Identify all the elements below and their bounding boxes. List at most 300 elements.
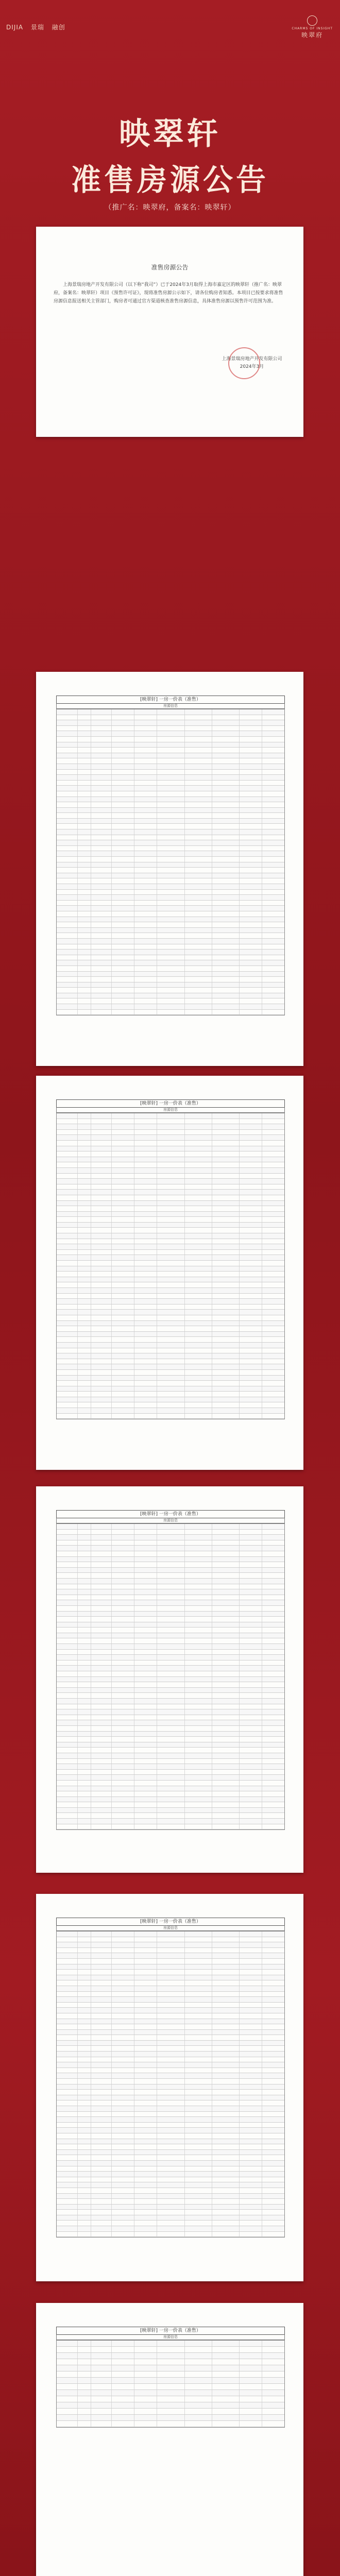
table-cell-divider: [77, 1184, 78, 1190]
table-row: [57, 2057, 284, 2063]
sign-company: 上海景瑞房地产开发有限公司: [222, 357, 282, 362]
table-cell-divider: [111, 972, 112, 977]
table-cell-divider: [77, 2084, 78, 2090]
table-cell-divider: [239, 1753, 240, 1758]
table-cell-divider: [239, 1524, 240, 1529]
table-cell-divider: [111, 862, 112, 868]
table-cell-divider: [77, 2144, 78, 2149]
table-cell-divider: [184, 2128, 185, 2133]
table-row: [57, 1568, 284, 1573]
table-row: [57, 2182, 284, 2188]
table-cell-divider: [77, 857, 78, 862]
table-cell-divider: [239, 993, 240, 998]
table-cell-divider: [184, 2155, 185, 2160]
table-row: [57, 2384, 284, 2390]
table-cell-divider: [184, 775, 185, 780]
table-cell-divider: [184, 2172, 185, 2177]
page-title-line2: 准售房源公告: [71, 162, 269, 197]
table-cell-divider: [239, 840, 240, 845]
table-cell-divider: [184, 1557, 185, 1562]
table-row: [57, 2008, 284, 2013]
table-cell-divider: [111, 1633, 112, 1638]
table-cell-divider: [111, 2068, 112, 2073]
table-cell-divider: [239, 2019, 240, 2024]
table-cell-divider: [77, 972, 78, 977]
table-cell-divider: [77, 1239, 78, 1244]
table-row: [57, 1644, 284, 1650]
table-row: [57, 2024, 284, 2030]
table-cell-divider: [77, 1742, 78, 1748]
table-cell-divider: [111, 742, 112, 748]
table-cell-divider: [184, 1699, 185, 1704]
table-cell-divider: [184, 1381, 185, 1386]
table-row: [57, 753, 284, 759]
table-cell-divider: [239, 819, 240, 824]
table-cell-divider: [77, 1190, 78, 1195]
price-table-grid: [56, 1931, 285, 2238]
table-cell-divider: [77, 786, 78, 791]
table-cell-divider: [184, 1299, 185, 1304]
table-cell-divider: [184, 1250, 185, 1255]
table-cell-divider: [77, 1600, 78, 1605]
table-cell-divider: [184, 1704, 185, 1709]
table-cell-divider: [184, 1737, 185, 1742]
table-row: [57, 1786, 284, 1792]
table-cell-divider: [239, 1742, 240, 1748]
table-cell-divider: [111, 2177, 112, 2182]
table-cell-divider: [77, 2013, 78, 2019]
table-row: [57, 709, 284, 715]
table-cell-divider: [111, 1660, 112, 1666]
table-cell-divider: [111, 2030, 112, 2035]
table-cell-divider: [77, 1310, 78, 1315]
table-cell-divider: [239, 1770, 240, 1775]
table-cell-divider: [111, 1775, 112, 1780]
table-cell-divider: [184, 2024, 185, 2029]
table-cell-divider: [184, 851, 185, 856]
table-cell-divider: [111, 1217, 112, 1222]
table-row: [57, 1753, 284, 1759]
table-title: [映翠轩] 一房一价表（准售）: [56, 1099, 285, 1108]
table-row: [57, 1168, 284, 1174]
table-cell-divider: [184, 1808, 185, 1813]
table-cell-divider: [111, 1715, 112, 1720]
table-row: [57, 797, 284, 803]
table-cell-divider: [184, 753, 185, 758]
table-cell-divider: [77, 868, 78, 873]
table-cell-divider: [239, 1666, 240, 1671]
table-cell-divider: [111, 1600, 112, 1605]
table-cell-divider: [77, 1655, 78, 1660]
table-cell-divider: [184, 1386, 185, 1392]
table-cell-divider: [239, 878, 240, 884]
table-cell-divider: [184, 2030, 185, 2035]
table-cell-divider: [184, 1304, 185, 1310]
table-cell-divider: [239, 1239, 240, 1244]
table-cell-divider: [77, 2057, 78, 2062]
table-cell-divider: [77, 2371, 78, 2377]
table-cell-divider: [184, 1764, 185, 1769]
table-cell-divider: [111, 2215, 112, 2221]
table-cell-divider: [184, 2365, 185, 2371]
table-cell-divider: [77, 1633, 78, 1638]
table-cell-divider: [239, 1726, 240, 1731]
table-cell-divider: [239, 748, 240, 753]
table-cell-divider: [184, 2035, 185, 2040]
table-cell-divider: [77, 2062, 78, 2067]
table-cell-divider: [111, 1233, 112, 1239]
table-row: [57, 1997, 284, 2003]
table-cell-divider: [77, 1206, 78, 1211]
table-cell-divider: [239, 1217, 240, 1222]
table-row: [57, 2150, 284, 2156]
table-cell-divider: [77, 1195, 78, 1200]
table-row: [57, 2215, 284, 2221]
table-cell-divider: [77, 1959, 78, 1964]
table-cell-divider: [239, 1709, 240, 1715]
table-cell-divider: [184, 944, 185, 950]
table-row: [57, 1223, 284, 1228]
table-cell-divider: [239, 1737, 240, 1742]
table-cell-divider: [111, 1141, 112, 1146]
table-cell-divider: [77, 884, 78, 889]
table-cell-divider: [239, 835, 240, 840]
table-cell-divider: [111, 1135, 112, 1140]
table-cell-divider: [77, 1622, 78, 1628]
table-row: [57, 731, 284, 737]
project-logo-cn: 映翠府: [301, 31, 324, 39]
table-cell-divider: [184, 1184, 185, 1190]
table-cell-divider: [184, 2347, 185, 2352]
table-row: [57, 1666, 284, 1671]
table-cell-divider: [111, 1628, 112, 1633]
table-row: [57, 1819, 284, 1824]
table-cell-divider: [77, 911, 78, 917]
table-cell-divider: [184, 2409, 185, 2414]
table-cell-divider: [111, 1759, 112, 1764]
table-row: [57, 1813, 284, 1819]
table-cell-divider: [239, 2390, 240, 2396]
table-cell-divider: [239, 1759, 240, 1764]
table-cell-divider: [184, 1332, 185, 1337]
table-cell-divider: [184, 2232, 185, 2237]
table-cell-divider: [239, 1671, 240, 1676]
table-row: [57, 873, 284, 879]
table-cell-divider: [239, 1540, 240, 1546]
table-cell-divider: [77, 1737, 78, 1742]
table-cell-divider: [239, 2166, 240, 2172]
table-cell-divider: [111, 1174, 112, 1179]
table-cell-divider: [184, 2166, 185, 2172]
table-cell-divider: [239, 1568, 240, 1573]
table-cell-divider: [77, 1992, 78, 1997]
table-cell-divider: [77, 873, 78, 878]
table-row: [57, 829, 284, 835]
table-cell-divider: [184, 2046, 185, 2051]
table-cell-divider: [77, 1546, 78, 1551]
table-cell-divider: [77, 1797, 78, 1802]
table-cell-divider: [239, 1223, 240, 1228]
table-cell-divider: [77, 2046, 78, 2051]
table-cell-divider: [77, 1233, 78, 1239]
table-cell-divider: [77, 1113, 78, 1118]
table-cell-divider: [184, 2182, 185, 2188]
table-cell-divider: [184, 2100, 185, 2106]
table-cell-divider: [184, 1326, 185, 1331]
table-cell-divider: [184, 2062, 185, 2067]
price-table-page-1: [36, 672, 303, 1066]
table-cell-divider: [184, 1693, 185, 1698]
table-cell-divider: [239, 1277, 240, 1282]
table-cell-divider: [111, 1546, 112, 1551]
table-row: [57, 1797, 284, 1803]
table-cell-divider: [239, 1775, 240, 1780]
table-cell-divider: [184, 895, 185, 900]
table-row: [57, 2062, 284, 2068]
table-row: [57, 1992, 284, 1997]
table-cell-divider: [184, 2112, 185, 2117]
table-cell-divider: [77, 1386, 78, 1392]
table-row: [57, 1959, 284, 1964]
table-row: [57, 1573, 284, 1579]
table-cell-divider: [111, 1644, 112, 1649]
table-cell-divider: [111, 944, 112, 950]
table-cell-divider: [184, 720, 185, 725]
table-cell-divider: [184, 993, 185, 998]
table-row: [57, 2030, 284, 2036]
table-cell-divider: [239, 1168, 240, 1173]
table-cell-divider: [111, 1157, 112, 1162]
table-cell-divider: [111, 726, 112, 731]
table-cell-divider: [239, 1266, 240, 1272]
table-cell-divider: [111, 1524, 112, 1529]
table-row: [57, 1277, 284, 1283]
table-cell-divider: [184, 726, 185, 731]
table-row: [57, 2359, 284, 2365]
table-cell-divider: [111, 851, 112, 856]
table-cell-divider: [239, 2046, 240, 2051]
table-cell-divider: [111, 720, 112, 725]
table-cell-divider: [239, 2068, 240, 2073]
table-cell-divider: [77, 1770, 78, 1775]
table-cell-divider: [111, 2396, 112, 2402]
table-cell-divider: [111, 2128, 112, 2133]
table-cell-divider: [239, 1195, 240, 1200]
table-cell-divider: [111, 1179, 112, 1184]
table-cell-divider: [77, 2365, 78, 2371]
table-cell-divider: [239, 1535, 240, 1540]
table-cell-divider: [239, 791, 240, 796]
table-cell-divider: [184, 917, 185, 922]
table-cell-divider: [239, 1677, 240, 1682]
table-cell-divider: [77, 1381, 78, 1386]
table-row: [57, 1781, 284, 1786]
table-cell-divider: [111, 1992, 112, 1997]
table-cell-divider: [77, 2030, 78, 2035]
table-row: [57, 758, 284, 764]
price-table-grid: [56, 1523, 285, 1830]
table-cell-divider: [111, 1370, 112, 1375]
table-cell-divider: [239, 2226, 240, 2231]
table-row: [57, 1677, 284, 1683]
table-row: [57, 1250, 284, 1256]
table-cell-divider: [184, 950, 185, 955]
table-cell-divider: [239, 2194, 240, 2199]
table-row: [57, 1304, 284, 1310]
table-cell-divider: [184, 906, 185, 911]
table-cell-divider: [77, 1715, 78, 1720]
table-cell-divider: [239, 2003, 240, 2008]
table-row: [57, 1633, 284, 1639]
table-cell-divider: [77, 1937, 78, 1942]
table-cell-divider: [77, 1261, 78, 1266]
table-cell-divider: [184, 1682, 185, 1687]
table-cell-divider: [184, 966, 185, 971]
table-row: [57, 1764, 284, 1770]
table-cell-divider: [184, 901, 185, 906]
table-row: [57, 944, 284, 950]
table-row: [57, 2199, 284, 2205]
table-cell-divider: [239, 2210, 240, 2215]
price-table-grid: [56, 1113, 285, 1419]
table-cell-divider: [111, 819, 112, 824]
table-cell-divider: [184, 770, 185, 775]
table-cell-divider: [77, 2100, 78, 2106]
table-row: [57, 2396, 284, 2402]
table-cell-divider: [184, 758, 185, 764]
table-cell-divider: [77, 2415, 78, 2420]
table-cell-divider: [184, 1315, 185, 1320]
table-cell-divider: [77, 939, 78, 944]
table-cell-divider: [239, 726, 240, 731]
table-cell-divider: [239, 808, 240, 813]
table-cell-divider: [239, 2084, 240, 2090]
table-cell-divider: [239, 944, 240, 950]
table-cell-divider: [184, 1282, 185, 1287]
table-row: [57, 737, 284, 742]
table-cell-divider: [239, 1146, 240, 1151]
table-cell-divider: [184, 2199, 185, 2204]
project-logo-icon: [307, 15, 317, 26]
table-cell-divider: [239, 2172, 240, 2177]
table-cell-divider: [111, 917, 112, 922]
table-cell-divider: [77, 770, 78, 775]
table-row: [57, 2221, 284, 2226]
table-cell-divider: [184, 2215, 185, 2221]
table-cell-divider: [77, 2019, 78, 2024]
table-row: [57, 955, 284, 961]
table-cell-divider: [77, 1584, 78, 1589]
table-cell-divider: [111, 2084, 112, 2090]
table-cell-divider: [184, 1742, 185, 1748]
price-table-page-4: [36, 1894, 303, 2281]
table-row: [57, 862, 284, 868]
table-cell-divider: [77, 2112, 78, 2117]
table-cell-divider: [77, 742, 78, 748]
table-cell-divider: [239, 1617, 240, 1622]
table-cell-divider: [111, 1693, 112, 1698]
table-cell-divider: [111, 2166, 112, 2172]
table-cell-divider: [111, 791, 112, 796]
table-row: [57, 2046, 284, 2052]
table-cell-divider: [184, 715, 185, 720]
table-cell-divider: [111, 868, 112, 873]
table-cell-divider: [111, 781, 112, 786]
table-cell-divider: [77, 917, 78, 922]
table-cell-divider: [77, 1732, 78, 1737]
table-cell-divider: [77, 775, 78, 780]
table-row: [57, 2155, 284, 2161]
table-cell-divider: [239, 1184, 240, 1190]
table-cell-divider: [239, 1353, 240, 1359]
brand-logo-3: 融创: [52, 24, 65, 31]
table-cell-divider: [111, 955, 112, 960]
table-cell-divider: [239, 1272, 240, 1277]
table-cell-divider: [111, 1808, 112, 1813]
table-cell-divider: [184, 939, 185, 944]
table-cell-divider: [111, 1819, 112, 1824]
table-cell-divider: [239, 1244, 240, 1249]
table-cell-divider: [111, 1948, 112, 1953]
table-cell-divider: [239, 1261, 240, 1266]
table-row: [57, 1190, 284, 1195]
table-cell-divider: [111, 2353, 112, 2359]
table-cell-divider: [77, 1931, 78, 1937]
table-row: [57, 1146, 284, 1152]
table-cell-divider: [184, 2084, 185, 2090]
table-cell-divider: [239, 2008, 240, 2013]
table-cell-divider: [184, 1732, 185, 1737]
table-cell-divider: [184, 1644, 185, 1649]
table-cell-divider: [77, 1157, 78, 1162]
table-cell-divider: [77, 2024, 78, 2029]
table-cell-divider: [239, 2199, 240, 2204]
table-cell-divider: [239, 1589, 240, 1595]
table-cell-divider: [239, 895, 240, 900]
table-cell-divider: [239, 1370, 240, 1375]
table-cell-divider: [111, 1589, 112, 1595]
table-cell-divider: [77, 1568, 78, 1573]
table-cell-divider: [111, 2062, 112, 2067]
table-cell-divider: [239, 2073, 240, 2078]
table-cell-divider: [239, 2378, 240, 2383]
table-row: [57, 1759, 284, 1765]
table-cell-divider: [184, 1310, 185, 1315]
table-cell-divider: [184, 1162, 185, 1167]
table-cell-divider: [184, 2073, 185, 2078]
table-cell-divider: [111, 1742, 112, 1748]
table-cell-divider: [111, 2041, 112, 2046]
table-cell-divider: [77, 1688, 78, 1693]
table-cell-divider: [111, 1770, 112, 1775]
table-row: [57, 895, 284, 901]
table-cell-divider: [77, 1168, 78, 1173]
table-row: [57, 720, 284, 726]
table-cell-divider: [111, 2073, 112, 2078]
table-row: [57, 813, 284, 819]
table-cell-divider: [111, 1130, 112, 1135]
table-cell-divider: [184, 1228, 185, 1233]
project-logo: [292, 15, 333, 39]
table-cell-divider: [184, 2123, 185, 2128]
table-cell-divider: [77, 2384, 78, 2389]
table-cell-divider: [184, 1720, 185, 1725]
table-cell-divider: [184, 2150, 185, 2155]
table-cell-divider: [239, 1255, 240, 1260]
table-cell-divider: [239, 2365, 240, 2371]
table-cell-divider: [239, 2205, 240, 2210]
table-cell-divider: [111, 884, 112, 889]
